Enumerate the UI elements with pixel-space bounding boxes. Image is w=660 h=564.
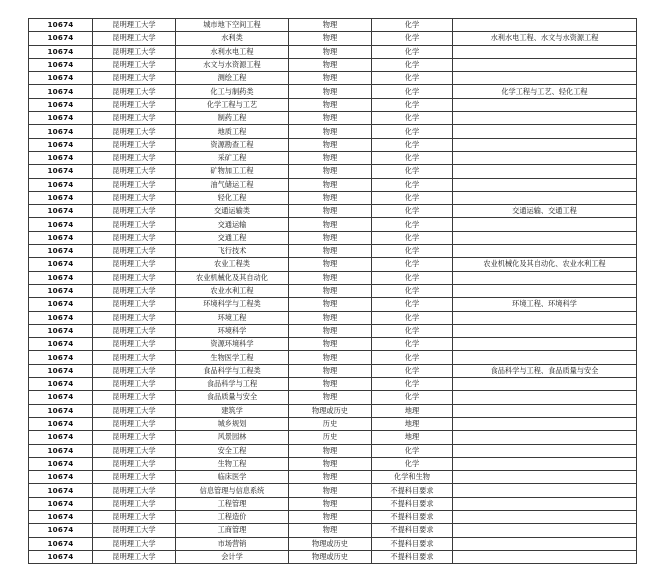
cell-code[interactable]: 10674: [29, 351, 93, 364]
cell-university[interactable]: 昆明理工大学: [93, 338, 176, 351]
cell-first-subject[interactable]: 物理: [289, 324, 372, 337]
table-row[interactable]: [29, 391, 637, 404]
table-row[interactable]: [29, 205, 637, 218]
table-row[interactable]: [29, 444, 637, 457]
cell-major[interactable]: 飞行技术: [176, 245, 289, 258]
cell-first-subject[interactable]: 物理: [289, 112, 372, 125]
cell-second-subject[interactable]: 化学: [372, 98, 453, 111]
cell-university[interactable]: 昆明理工大学: [93, 324, 176, 337]
cell-university[interactable]: 昆明理工大学: [93, 205, 176, 218]
cell-code[interactable]: 10674: [29, 284, 93, 297]
cell-second-subject[interactable]: 化学: [372, 45, 453, 58]
cell-university[interactable]: 昆明理工大学: [93, 125, 176, 138]
cell-first-subject[interactable]: 物理: [289, 471, 372, 484]
cell-code[interactable]: 10674: [29, 364, 93, 377]
cell-code[interactable]: 10674: [29, 417, 93, 430]
table-body: [29, 19, 637, 564]
cell-major[interactable]: 轻化工程: [176, 191, 289, 204]
cell-note[interactable]: [453, 151, 637, 164]
cell-note[interactable]: [453, 165, 637, 178]
cell-university[interactable]: 昆明理工大学: [93, 497, 176, 510]
table-row[interactable]: [29, 58, 637, 71]
cell-first-subject[interactable]: 物理: [289, 19, 372, 32]
cell-major[interactable]: 生物工程: [176, 457, 289, 470]
cell-university[interactable]: 昆明理工大学: [93, 311, 176, 324]
cell-first-subject[interactable]: 历史: [289, 417, 372, 430]
cell-note[interactable]: [453, 338, 637, 351]
cell-major[interactable]: 采矿工程: [176, 151, 289, 164]
cell-second-subject[interactable]: 化学: [372, 32, 453, 45]
cell-note[interactable]: [453, 98, 637, 111]
table-row[interactable]: [29, 550, 637, 563]
cell-major[interactable]: 风景园林: [176, 431, 289, 444]
cell-major[interactable]: 农业工程类: [176, 258, 289, 271]
cell-second-subject[interactable]: 化学: [372, 258, 453, 271]
cell-code[interactable]: 10674: [29, 271, 93, 284]
cell-code[interactable]: 10674: [29, 19, 93, 32]
spreadsheet-area: [28, 18, 636, 564]
cell-major[interactable]: 会计学: [176, 550, 289, 563]
cell-first-subject[interactable]: 物理: [289, 191, 372, 204]
cell-second-subject[interactable]: 化学: [372, 165, 453, 178]
cell-note[interactable]: [453, 378, 637, 391]
cell-university[interactable]: 昆明理工大学: [93, 151, 176, 164]
cell-code[interactable]: 10674: [29, 258, 93, 271]
cell-code[interactable]: 10674: [29, 32, 93, 45]
cell-first-subject[interactable]: 物理: [289, 378, 372, 391]
table-row[interactable]: [29, 497, 637, 510]
cell-first-subject[interactable]: 物理: [289, 98, 372, 111]
cell-major[interactable]: 油气储运工程: [176, 178, 289, 191]
cell-university[interactable]: 昆明理工大学: [93, 404, 176, 417]
cell-code[interactable]: 10674: [29, 245, 93, 258]
cell-note[interactable]: [453, 178, 637, 191]
table-row[interactable]: [29, 338, 637, 351]
table-row[interactable]: [29, 417, 637, 430]
cell-second-subject[interactable]: 化学: [372, 191, 453, 204]
cell-university[interactable]: 昆明理工大学: [93, 524, 176, 537]
cell-code[interactable]: 10674: [29, 510, 93, 523]
cell-first-subject[interactable]: 物理: [289, 391, 372, 404]
cell-first-subject[interactable]: 物理: [289, 444, 372, 457]
table-row[interactable]: [29, 165, 637, 178]
cell-second-subject[interactable]: 化学: [372, 205, 453, 218]
cell-major[interactable]: 食品科学与工程: [176, 378, 289, 391]
table-row[interactable]: [29, 364, 637, 377]
cell-first-subject[interactable]: 物理: [289, 351, 372, 364]
cell-note[interactable]: [453, 324, 637, 337]
cell-second-subject[interactable]: 不提科目要求: [372, 497, 453, 510]
cell-code[interactable]: 10674: [29, 404, 93, 417]
cell-first-subject[interactable]: 物理或历史: [289, 550, 372, 563]
cell-code[interactable]: 10674: [29, 471, 93, 484]
cell-first-subject[interactable]: 物理: [289, 58, 372, 71]
cell-first-subject[interactable]: 物理: [289, 72, 372, 85]
table-row[interactable]: [29, 484, 637, 497]
cell-second-subject[interactable]: 不提科目要求: [372, 484, 453, 497]
cell-note[interactable]: [453, 431, 637, 444]
cell-second-subject[interactable]: 化学: [372, 351, 453, 364]
table-row[interactable]: [29, 19, 637, 32]
cell-university[interactable]: 昆明理工大学: [93, 231, 176, 244]
table-row[interactable]: [29, 471, 637, 484]
cell-major[interactable]: 环境科学: [176, 324, 289, 337]
cell-second-subject[interactable]: 化学: [372, 178, 453, 191]
cell-major[interactable]: 工程造价: [176, 510, 289, 523]
cell-note[interactable]: 交通运输、交通工程: [453, 205, 637, 218]
table-row[interactable]: [29, 112, 637, 125]
cell-note[interactable]: 食品科学与工程、食品质量与安全: [453, 364, 637, 377]
cell-second-subject[interactable]: 化学: [372, 231, 453, 244]
cell-university[interactable]: 昆明理工大学: [93, 138, 176, 151]
table-row[interactable]: [29, 298, 637, 311]
cell-code[interactable]: 10674: [29, 98, 93, 111]
cell-code[interactable]: 10674: [29, 391, 93, 404]
cell-note[interactable]: [453, 537, 637, 550]
cell-code[interactable]: 10674: [29, 178, 93, 191]
cell-code[interactable]: 10674: [29, 550, 93, 563]
cell-major[interactable]: 工商管理: [176, 524, 289, 537]
cell-first-subject[interactable]: 物理: [289, 497, 372, 510]
cell-second-subject[interactable]: 化学: [372, 271, 453, 284]
cell-second-subject[interactable]: 化学: [372, 245, 453, 258]
cell-major[interactable]: 城乡规划: [176, 417, 289, 430]
cell-first-subject[interactable]: 物理: [289, 165, 372, 178]
cell-major[interactable]: 交通工程: [176, 231, 289, 244]
cell-note[interactable]: [453, 524, 637, 537]
cell-major[interactable]: 临床医学: [176, 471, 289, 484]
cell-university[interactable]: 昆明理工大学: [93, 19, 176, 32]
cell-first-subject[interactable]: 物理: [289, 524, 372, 537]
cell-first-subject[interactable]: 物理: [289, 205, 372, 218]
cell-code[interactable]: 10674: [29, 72, 93, 85]
cell-first-subject[interactable]: 物理: [289, 125, 372, 138]
cell-note[interactable]: 环境工程、环境科学: [453, 298, 637, 311]
cell-university[interactable]: 昆明理工大学: [93, 45, 176, 58]
table-row[interactable]: [29, 431, 637, 444]
cell-second-subject[interactable]: 地理: [372, 431, 453, 444]
cell-university[interactable]: 昆明理工大学: [93, 178, 176, 191]
cell-major[interactable]: 测绘工程: [176, 72, 289, 85]
cell-university[interactable]: 昆明理工大学: [93, 245, 176, 258]
cell-first-subject[interactable]: 物理或历史: [289, 404, 372, 417]
cell-major[interactable]: 城市地下空间工程: [176, 19, 289, 32]
cell-first-subject[interactable]: 物理: [289, 85, 372, 98]
cell-first-subject[interactable]: 物理: [289, 298, 372, 311]
cell-code[interactable]: 10674: [29, 338, 93, 351]
cell-note[interactable]: [453, 231, 637, 244]
cell-university[interactable]: 昆明理工大学: [93, 417, 176, 430]
cell-major[interactable]: 生物医学工程: [176, 351, 289, 364]
cell-code[interactable]: 10674: [29, 205, 93, 218]
cell-second-subject[interactable]: 化学: [372, 311, 453, 324]
cell-major[interactable]: 农业机械化及其自动化: [176, 271, 289, 284]
cell-major[interactable]: 信息管理与信息系统: [176, 484, 289, 497]
cell-first-subject[interactable]: 物理: [289, 138, 372, 151]
cell-university[interactable]: 昆明理工大学: [93, 471, 176, 484]
cell-university[interactable]: 昆明理工大学: [93, 298, 176, 311]
cell-note[interactable]: [453, 391, 637, 404]
cell-note[interactable]: [453, 72, 637, 85]
cell-second-subject[interactable]: 化学: [372, 324, 453, 337]
cell-first-subject[interactable]: 物理: [289, 245, 372, 258]
cell-second-subject[interactable]: 地理: [372, 404, 453, 417]
cell-code[interactable]: 10674: [29, 484, 93, 497]
cell-code[interactable]: 10674: [29, 151, 93, 164]
cell-major[interactable]: 制药工程: [176, 112, 289, 125]
cell-major[interactable]: 食品科学与工程类: [176, 364, 289, 377]
cell-university[interactable]: 昆明理工大学: [93, 378, 176, 391]
cell-major[interactable]: 农业水利工程: [176, 284, 289, 297]
cell-major[interactable]: 水利水电工程: [176, 45, 289, 58]
cell-major[interactable]: 食品质量与安全: [176, 391, 289, 404]
table-row[interactable]: [29, 32, 637, 45]
cell-major[interactable]: 安全工程: [176, 444, 289, 457]
cell-note[interactable]: 农业机械化及其自动化、农业水利工程: [453, 258, 637, 271]
cell-second-subject[interactable]: 化学: [372, 85, 453, 98]
cell-university[interactable]: 昆明理工大学: [93, 218, 176, 231]
cell-note[interactable]: [453, 271, 637, 284]
cell-major[interactable]: 矿物加工工程: [176, 165, 289, 178]
cell-university[interactable]: 昆明理工大学: [93, 58, 176, 71]
cell-university[interactable]: 昆明理工大学: [93, 191, 176, 204]
cell-note[interactable]: [453, 550, 637, 563]
cell-university[interactable]: 昆明理工大学: [93, 32, 176, 45]
cell-university[interactable]: 昆明理工大学: [93, 550, 176, 563]
cell-first-subject[interactable]: 物理: [289, 32, 372, 45]
table-row[interactable]: [29, 524, 637, 537]
cell-university[interactable]: 昆明理工大学: [93, 364, 176, 377]
cell-note[interactable]: 化学工程与工艺、轻化工程: [453, 85, 637, 98]
cell-major[interactable]: 建筑学: [176, 404, 289, 417]
table-row[interactable]: [29, 72, 637, 85]
cell-second-subject[interactable]: 化学: [372, 125, 453, 138]
cell-major[interactable]: 化学工程与工艺: [176, 98, 289, 111]
cell-university[interactable]: 昆明理工大学: [93, 510, 176, 523]
cell-code[interactable]: 10674: [29, 112, 93, 125]
cell-code[interactable]: 10674: [29, 231, 93, 244]
cell-first-subject[interactable]: 物理: [289, 178, 372, 191]
cell-code[interactable]: 10674: [29, 45, 93, 58]
cell-university[interactable]: 昆明理工大学: [93, 537, 176, 550]
table-row[interactable]: [29, 218, 637, 231]
major-requirements-table: [28, 18, 637, 564]
cell-code[interactable]: 10674: [29, 431, 93, 444]
cell-university[interactable]: 昆明理工大学: [93, 112, 176, 125]
cell-code[interactable]: 10674: [29, 537, 93, 550]
cell-first-subject[interactable]: 物理: [289, 510, 372, 523]
cell-note[interactable]: [453, 45, 637, 58]
cell-university[interactable]: 昆明理工大学: [93, 271, 176, 284]
cell-first-subject[interactable]: 物理: [289, 457, 372, 470]
cell-major[interactable]: 环境工程: [176, 311, 289, 324]
cell-second-subject[interactable]: 化学: [372, 457, 453, 470]
cell-code[interactable]: 10674: [29, 457, 93, 470]
cell-first-subject[interactable]: 物理: [289, 271, 372, 284]
table-row[interactable]: [29, 284, 637, 297]
cell-code[interactable]: 10674: [29, 298, 93, 311]
cell-university[interactable]: 昆明理工大学: [93, 484, 176, 497]
cell-note[interactable]: [453, 138, 637, 151]
table-row[interactable]: [29, 191, 637, 204]
cell-note[interactable]: [453, 284, 637, 297]
cell-code[interactable]: 10674: [29, 165, 93, 178]
cell-second-subject[interactable]: 化学: [372, 138, 453, 151]
cell-second-subject[interactable]: 化学: [372, 338, 453, 351]
cell-note[interactable]: [453, 457, 637, 470]
cell-first-subject[interactable]: 物理: [289, 218, 372, 231]
cell-second-subject[interactable]: 化学: [372, 151, 453, 164]
cell-code[interactable]: 10674: [29, 218, 93, 231]
table-row[interactable]: [29, 378, 637, 391]
cell-second-subject[interactable]: 化学: [372, 284, 453, 297]
cell-code[interactable]: 10674: [29, 324, 93, 337]
table-row[interactable]: [29, 138, 637, 151]
table-row[interactable]: [29, 85, 637, 98]
cell-first-subject[interactable]: 物理: [289, 45, 372, 58]
cell-second-subject[interactable]: 化学: [372, 19, 453, 32]
cell-first-subject[interactable]: 历史: [289, 431, 372, 444]
cell-second-subject[interactable]: 不提科目要求: [372, 524, 453, 537]
cell-first-subject[interactable]: 物理: [289, 311, 372, 324]
table-row[interactable]: [29, 510, 637, 523]
table-row[interactable]: [29, 258, 637, 271]
cell-code[interactable]: 10674: [29, 497, 93, 510]
cell-first-subject[interactable]: 物理: [289, 151, 372, 164]
cell-university[interactable]: 昆明理工大学: [93, 258, 176, 271]
cell-note[interactable]: [453, 191, 637, 204]
cell-note[interactable]: 水利水电工程、水文与水资源工程: [453, 32, 637, 45]
cell-note[interactable]: [453, 471, 637, 484]
cell-second-subject[interactable]: 化学: [372, 58, 453, 71]
cell-second-subject[interactable]: 不提科目要求: [372, 537, 453, 550]
table-row[interactable]: [29, 151, 637, 164]
cell-note[interactable]: [453, 484, 637, 497]
cell-note[interactable]: [453, 351, 637, 364]
cell-major[interactable]: 交通运输类: [176, 205, 289, 218]
cell-second-subject[interactable]: 不提科目要求: [372, 510, 453, 523]
cell-code[interactable]: 10674: [29, 85, 93, 98]
cell-code[interactable]: 10674: [29, 191, 93, 204]
cell-first-subject[interactable]: 物理: [289, 338, 372, 351]
cell-major[interactable]: 水文与水资源工程: [176, 58, 289, 71]
table-row[interactable]: [29, 351, 637, 364]
cell-major[interactable]: 工程管理: [176, 497, 289, 510]
cell-university[interactable]: 昆明理工大学: [93, 444, 176, 457]
cell-code[interactable]: 10674: [29, 524, 93, 537]
cell-note[interactable]: [453, 497, 637, 510]
cell-university[interactable]: 昆明理工大学: [93, 165, 176, 178]
cell-major[interactable]: 环境科学与工程类: [176, 298, 289, 311]
cell-major[interactable]: 水利类: [176, 32, 289, 45]
cell-major[interactable]: 市场营销: [176, 537, 289, 550]
cell-university[interactable]: 昆明理工大学: [93, 431, 176, 444]
table-row[interactable]: [29, 404, 637, 417]
table-row[interactable]: [29, 231, 637, 244]
cell-note[interactable]: [453, 404, 637, 417]
cell-major[interactable]: 地质工程: [176, 125, 289, 138]
table-row[interactable]: [29, 324, 637, 337]
cell-code[interactable]: 10674: [29, 444, 93, 457]
cell-major[interactable]: 交通运输: [176, 218, 289, 231]
cell-second-subject[interactable]: 化学: [372, 378, 453, 391]
table-row[interactable]: [29, 537, 637, 550]
cell-code[interactable]: 10674: [29, 125, 93, 138]
cell-code[interactable]: 10674: [29, 138, 93, 151]
cell-second-subject[interactable]: 化学: [372, 444, 453, 457]
table-row[interactable]: [29, 178, 637, 191]
cell-code[interactable]: 10674: [29, 378, 93, 391]
cell-note[interactable]: [453, 417, 637, 430]
cell-note[interactable]: [453, 19, 637, 32]
cell-major[interactable]: 资源勘查工程: [176, 138, 289, 151]
cell-code[interactable]: 10674: [29, 58, 93, 71]
cell-first-subject[interactable]: 物理或历史: [289, 537, 372, 550]
cell-first-subject[interactable]: 物理: [289, 284, 372, 297]
cell-university[interactable]: 昆明理工大学: [93, 457, 176, 470]
cell-second-subject[interactable]: 化学: [372, 364, 453, 377]
cell-university[interactable]: 昆明理工大学: [93, 391, 176, 404]
cell-note[interactable]: [453, 218, 637, 231]
table-row[interactable]: [29, 271, 637, 284]
cell-second-subject[interactable]: 地理: [372, 417, 453, 430]
cell-first-subject[interactable]: 物理: [289, 484, 372, 497]
cell-first-subject[interactable]: 物理: [289, 258, 372, 271]
cell-university[interactable]: 昆明理工大学: [93, 284, 176, 297]
table-row[interactable]: [29, 98, 637, 111]
cell-note[interactable]: [453, 444, 637, 457]
cell-note[interactable]: [453, 112, 637, 125]
cell-university[interactable]: 昆明理工大学: [93, 351, 176, 364]
table-row[interactable]: [29, 125, 637, 138]
cell-first-subject[interactable]: 物理: [289, 231, 372, 244]
cell-second-subject[interactable]: 化学: [372, 72, 453, 85]
cell-note[interactable]: [453, 125, 637, 138]
cell-second-subject[interactable]: 化学: [372, 298, 453, 311]
cell-university[interactable]: 昆明理工大学: [93, 72, 176, 85]
table-row[interactable]: [29, 245, 637, 258]
cell-note[interactable]: [453, 311, 637, 324]
cell-second-subject[interactable]: 化学: [372, 112, 453, 125]
cell-note[interactable]: [453, 58, 637, 71]
cell-major[interactable]: 化工与制药类: [176, 85, 289, 98]
cell-second-subject[interactable]: 化学: [372, 391, 453, 404]
cell-second-subject[interactable]: 不提科目要求: [372, 550, 453, 563]
cell-note[interactable]: [453, 510, 637, 523]
cell-university[interactable]: 昆明理工大学: [93, 98, 176, 111]
cell-code[interactable]: 10674: [29, 311, 93, 324]
cell-first-subject[interactable]: 物理: [289, 364, 372, 377]
table-row[interactable]: [29, 311, 637, 324]
cell-major[interactable]: 资源环境科学: [176, 338, 289, 351]
cell-university[interactable]: 昆明理工大学: [93, 85, 176, 98]
cell-note[interactable]: [453, 245, 637, 258]
table-row[interactable]: [29, 457, 637, 470]
cell-second-subject[interactable]: 化学: [372, 218, 453, 231]
cell-second-subject[interactable]: 化学和生物: [372, 471, 453, 484]
table-row[interactable]: [29, 45, 637, 58]
